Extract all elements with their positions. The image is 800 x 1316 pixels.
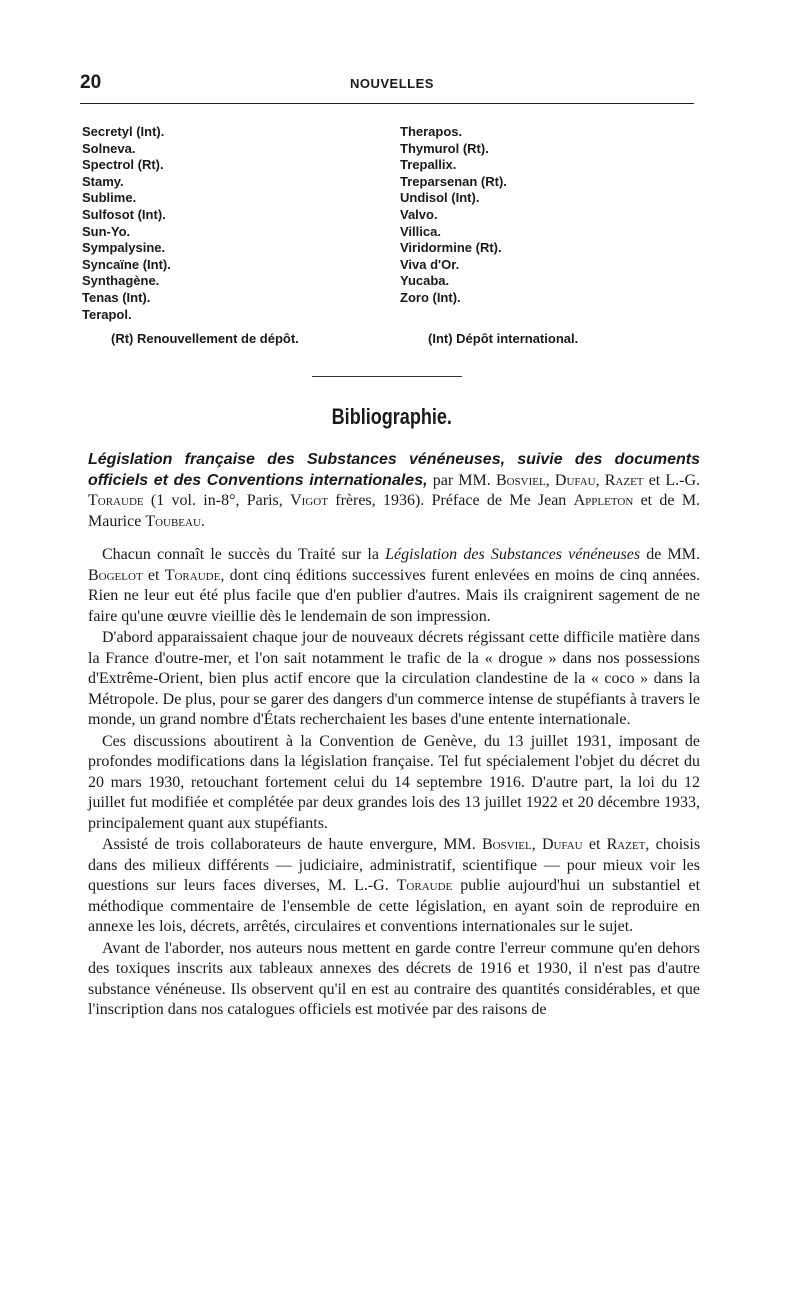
author-name: Toraude — [88, 492, 144, 509]
publisher-name: Vigot — [290, 492, 328, 509]
list-item: Secretyl (Int). — [82, 124, 165, 139]
author-name: Razet, — [606, 836, 650, 853]
preface-author: Toubeau. — [145, 512, 205, 530]
section-title: Bibliographie. — [331, 404, 452, 429]
list-item: Spectrol (Rt). — [82, 157, 164, 173]
running-title: NOUVELLES — [350, 76, 434, 91]
biblio-text: frères, 1936). Préface de Me Jean — [335, 492, 567, 509]
author-name: Dufau, — [554, 471, 600, 489]
paragraph: D'abord apparaissaient chaque jour de nouveaux décrets régissant cette difficile matière dans la France d'outre-mer, et l'on sait notamment le trafic de la « drogue » dans nos possessions d'Extrême-Orient, bien plus actif encore que la circulation clandestine de la « coco » dans la Métropole. De plus, pour se garer des dangers d'un commerce intense de stupéfiants à travers le monde, un grand nombre d'États recherchaient les bases d'une entente internationale. — [88, 629, 701, 728]
list-item: Solneva. — [82, 140, 136, 156]
list-item: Zoro (Int). — [400, 289, 461, 305]
list-item: Sun-Yo. — [82, 223, 131, 239]
section-separator — [312, 376, 462, 377]
text-run: publie aujourd'hui un substantiel et méthodique commentaire de l'ensemble de cette législation, en ayant soin de reproduire en annexe les lois, décrets, arrêtés, circulaires et conventions internationales sur le sujet. — [88, 877, 701, 935]
page-header — [80, 72, 694, 96]
list-item: Syncaïne (Int). — [82, 256, 171, 272]
text-run: de MM. — [646, 546, 701, 563]
bibliography-entry — [88, 450, 700, 532]
list-item: Terapol. — [82, 306, 132, 322]
list-item: Valvo. — [400, 206, 438, 222]
text-run: et — [588, 836, 601, 853]
paragraph — [88, 835, 700, 938]
author-name: Dufau — [541, 836, 583, 853]
list-item: Sublime. — [82, 190, 137, 206]
biblio-text: et de M. Maurice — [88, 492, 701, 530]
biblio-text: par MM. — [432, 471, 491, 489]
list-item: Stamy. — [82, 173, 124, 189]
author-name: Toraude — [396, 877, 453, 894]
list-item: Trepallix. — [400, 157, 457, 173]
book-title: Législation française des Substances vénéneuses, suivie des documents officiels et des Conventions internationales, — [88, 451, 700, 489]
list-item: Undisol (Int). — [400, 190, 480, 206]
paragraph: Ces discussions aboutirent à la Convention de Genève, du 13 juillet 1931, imposant de profondes modifications dans la législation française. Tel fut spécialement l'objet du décret du 20 mars 1930, retouchant fortement celui du 14 septembre 1916. D'autre part, la loi du 12 juillet fut modifiée et complétée par deux grandes lois des 13 juillet 1922 et 20 décembre 1933, principalement quant aux stupéfiants. — [88, 732, 700, 832]
author-name: Razet — [604, 471, 644, 489]
paragraph — [88, 545, 700, 627]
list-item: Tenas (Int). — [82, 289, 151, 305]
review-body — [88, 545, 700, 1022]
cited-title: Législation des Substances vénéneuses — [385, 546, 641, 563]
list-item: Sympalysine. — [82, 240, 166, 256]
list-item: Thymurol (Rt). — [400, 140, 489, 156]
text-run: choisis dans des milieux différents — judiciaire, administratif, scientifique — pour mieux voir les questions sur leurs faces diverses, M. L.-G. — [88, 836, 701, 894]
list-item: Viridormine (Rt). — [400, 240, 502, 256]
header-rule — [80, 103, 694, 104]
product-list-right — [400, 124, 700, 307]
author-name: Bosviel, — [495, 471, 550, 489]
preface-author: Appleton — [573, 492, 634, 509]
paragraph: Avant de l'aborder, nos auteurs nous mettent en garde contre l'erreur commune qu'en dehors des toxiques inscrits aux tableaux annexes des décrets de 1916 et 1930, il n'est pas d'autre substance vénéneuse. Ils observent qu'il en est au contraire des quantités considérables, et que l'inscription dans nos catalogues officiels est motivée par des raisons de — [88, 939, 700, 1018]
biblio-text: et L.-G. — [648, 471, 701, 489]
footnote-renewal: (Rt) Renouvellement de dépôt. — [111, 331, 299, 346]
list-item: Yucaba. — [400, 273, 450, 289]
list-item: Viva d'Or. — [400, 256, 460, 272]
author-name: Toraude, — [164, 566, 225, 584]
list-item: Sulfosot (Int). — [82, 206, 166, 222]
text-run: et — [147, 566, 160, 584]
author-name: Bogelot — [88, 566, 143, 584]
list-item: Treparsenan (Rt). — [400, 173, 507, 189]
text-run: Assisté de trois collaborateurs de haute envergure, MM. — [102, 836, 476, 853]
list-item: Villica. — [400, 223, 441, 239]
biblio-text: (1 vol. in-8°, Paris, — [150, 492, 283, 509]
text-run: Chacun connaît le succès du Traité sur la — [102, 546, 379, 563]
author-name: Bosviel, — [481, 836, 536, 853]
page-number: 20 — [80, 72, 102, 93]
product-list-left — [82, 124, 382, 323]
text-run: dont cinq éditions successives furent enlevées en moins de cinq années. Rien ne leur eut été plus facile que d'en publier d'autres. Mais ils craignirent sagement de ne faire qu'une œuvre vieillie dès le lendemain de son impression. — [88, 566, 701, 625]
list-item: Therapos. — [400, 124, 463, 139]
footnote-international: (Int) Dépôt international. — [428, 331, 579, 346]
list-item: Synthagène. — [82, 273, 160, 289]
